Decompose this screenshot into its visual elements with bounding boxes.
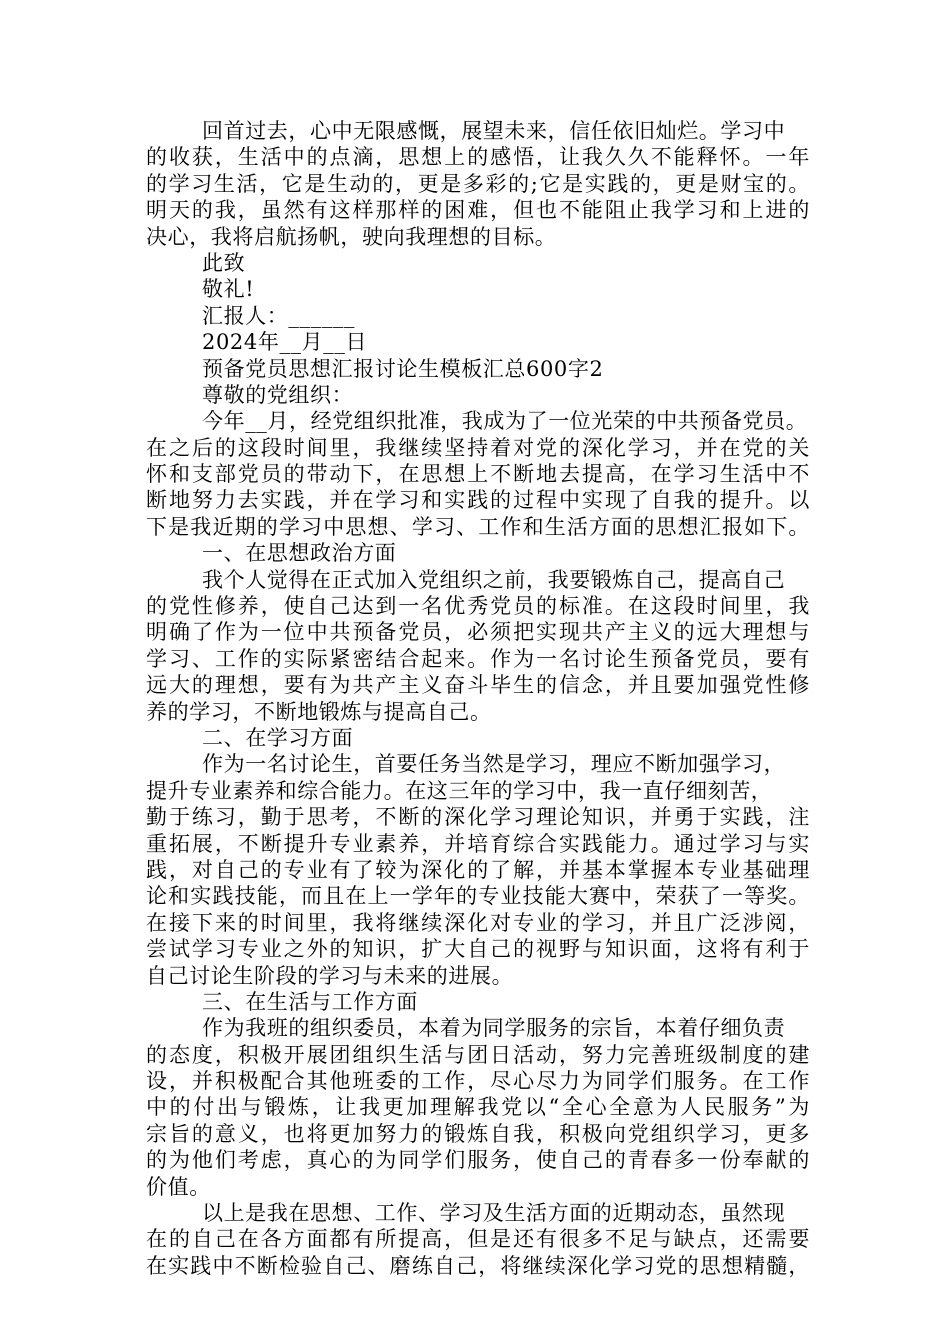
text-line: 尝试学习专业之外的知识，扩大自己的视野与知识面，这将有利于 bbox=[146, 937, 810, 962]
text-line: 价值。 bbox=[146, 1174, 211, 1199]
text-line: 明天的我，虽然有这样那样的困难，但也不能阻止我学习和上进的 bbox=[146, 198, 810, 223]
text-line: 决心，我将启航扬帆，驶向我理想的目标。 bbox=[146, 224, 557, 249]
salutation: 尊敬的党组织： bbox=[202, 382, 354, 407]
text-line: 作为一名讨论生，首要任务当然是学习，理应不断加强学习， bbox=[202, 752, 786, 777]
text-line: 明确了作为一位中共预备党员，必须把实现共产主义的远大理想与 bbox=[146, 620, 810, 645]
text-line: 我个人觉得在正式加入党组织之前，我要锻炼自己，提高自己 bbox=[202, 567, 786, 592]
section-heading: 二、在学习方面 bbox=[202, 725, 354, 750]
text-line: 的学习生活，它是生动的，更是多彩的;它是实践的，更是财宝的。 bbox=[146, 171, 810, 196]
date-line: 2024年__月__日 bbox=[202, 330, 368, 355]
text-line: 在接下来的时间里，我将继续深化对专业的学习，并且广泛涉阅， bbox=[146, 910, 810, 935]
text-line: 中的付出与锻炼，让我更加理解我党以“全心全意为人民服务”为 bbox=[146, 1095, 810, 1120]
text-line: 的态度，积极开展团组织生活与团日活动，努力完善班级制度的建 bbox=[146, 1042, 810, 1067]
text-line: 在的自己在各方面都有所提高，但是还有很多不足与缺点，还需要 bbox=[146, 1227, 810, 1252]
text-line: 以上是我在思想、工作、学习及生活方面的近期动态，虽然现 bbox=[202, 1201, 786, 1226]
section-heading: 一、在思想政治方面 bbox=[202, 541, 397, 566]
section-heading: 三、在生活与工作方面 bbox=[202, 989, 418, 1014]
text-line: 勤于练习，勤于思考，不断的深化学习理论知识，并勇于实践，注 bbox=[146, 805, 810, 830]
section-title: 预备党员思想汇报讨论生模板汇总600字2 bbox=[202, 356, 604, 381]
text-line: 设，并积极配合其他班委的工作，尽心尽力为同学们服务。在工作 bbox=[146, 1069, 810, 1094]
closing-regards: 敬礼! bbox=[202, 277, 255, 302]
text-line: 在之后的这段时间里，我继续坚持着对党的深化学习，并在党的关 bbox=[146, 435, 810, 460]
text-line: 提升专业素养和综合能力。在这三年的学习中，我一直仔细刻苦， bbox=[146, 778, 773, 803]
text-line: 养的学习，不断地锻炼与提高自己。 bbox=[146, 699, 492, 724]
text-line: 践，对自己的专业有了较为深化的了解，并基本掌握本专业基础理 bbox=[146, 857, 810, 882]
text-line: 怀和支部党员的带动下，在思想上不断地去提高，在学习生活中不 bbox=[146, 462, 810, 487]
text-line: 的收获，生活中的点滴，思想上的感悟，让我久久不能释怀。一年 bbox=[146, 145, 810, 170]
text-line: 在实践中不断检验自己、磨练自己，将继续深化学习党的思想精髓， bbox=[146, 1253, 810, 1278]
text-line: 学习、工作的实际紧密结合起来。作为一名讨论生预备党员，要有 bbox=[146, 646, 810, 671]
text-line: 的为他们考虑，真心的为同学们服务，使自己的青春多一份奉献的 bbox=[146, 1148, 810, 1173]
closing-salutation: 此致 bbox=[202, 250, 246, 275]
text-line: 下是我近期的学习中思想、学习、工作和生活方面的思想汇报如下。 bbox=[146, 514, 810, 539]
text-line: 的党性修养，使自己达到一名优秀党员的标准。在这段时间里，我 bbox=[146, 594, 810, 619]
text-line: 回首过去，心中无限感慨，展望未来，信任依旧灿烂。学习中 bbox=[202, 119, 786, 143]
text-line: 论和实践技能，而且在上一学年的专业技能大赛中，荣获了一等奖。 bbox=[146, 884, 810, 909]
text-line: 远大的理想，要有为共产主义奋斗毕生的信念，并且要加强党性修 bbox=[146, 673, 810, 698]
text-line: 断地努力去实践，并在学习和实践的过程中实现了自我的提升。以 bbox=[146, 488, 810, 513]
text-line: 今年__月，经党组织批准，我成为了一位光荣的中共预备党员。 bbox=[202, 409, 808, 434]
text-line: 自己讨论生阶段的学习与未来的进展。 bbox=[146, 963, 514, 988]
document-body bbox=[146, 118, 810, 1279]
text-line: 宗旨的意义，也将更加努力的锻炼自我，积极向党组织学习，更多 bbox=[146, 1121, 810, 1146]
text-line: 重拓展，不断提升专业素养，并培育综合实践能力。通过学习与实 bbox=[146, 831, 810, 856]
reporter-line: 汇报人：______ bbox=[202, 303, 355, 328]
text-line: 作为我班的组织委员，本着为同学服务的宗旨，本着仔细负责 bbox=[202, 1016, 786, 1041]
